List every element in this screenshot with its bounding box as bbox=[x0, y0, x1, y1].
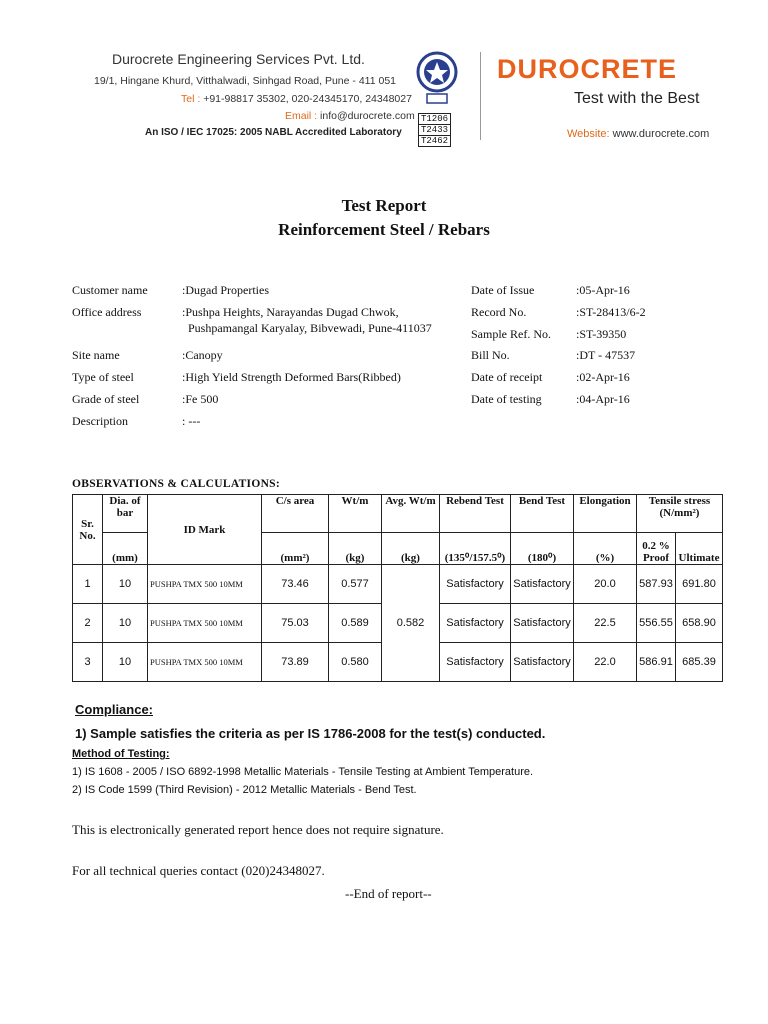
value-site-name: :Canopy bbox=[182, 348, 223, 362]
website-label: Website: bbox=[567, 128, 610, 140]
label-date-of-testing: Date of testing bbox=[471, 392, 542, 406]
compliance-title: Compliance: bbox=[75, 702, 154, 717]
cert-number: T1206 bbox=[419, 114, 451, 125]
label-customer-name: Customer name bbox=[72, 283, 148, 297]
report-title: Test Report bbox=[341, 196, 427, 215]
value-date-of-receipt: :02-Apr-16 bbox=[576, 370, 630, 384]
header-id-mark: ID Mark bbox=[148, 495, 262, 565]
header-sr-no: Sr. No. bbox=[73, 495, 103, 565]
cell-rebend: Satisfactory bbox=[440, 643, 511, 682]
label-date-of-receipt: Date of receipt bbox=[471, 370, 543, 384]
header-bend-test: Bend Test bbox=[511, 495, 574, 533]
label-grade-of-steel: Grade of steel bbox=[72, 392, 140, 406]
value-sample-ref-no: :ST-39350 bbox=[576, 327, 627, 341]
cell-proof: 586.91 bbox=[637, 643, 676, 682]
compliance-statement: 1) Sample satisfies the criteria as per IS 1786-2008 for the test(s) conducted. bbox=[75, 726, 546, 741]
cell-ultimate: 685.39 bbox=[676, 643, 723, 682]
header-bend-unit: (180⁰) bbox=[511, 533, 574, 565]
header-avg-unit: (kg) bbox=[382, 533, 440, 565]
value-customer-name: :Dugad Properties bbox=[182, 283, 269, 297]
cell-sr: 3 bbox=[73, 643, 103, 682]
cell-dia: 10 bbox=[103, 565, 148, 604]
cell-proof: 556.55 bbox=[637, 604, 676, 643]
cell-ultimate: 658.90 bbox=[676, 604, 723, 643]
label-description: Description bbox=[72, 414, 128, 428]
cell-dia: 10 bbox=[103, 604, 148, 643]
email-label: Email : bbox=[285, 110, 318, 122]
cell-bend: Satisfactory bbox=[511, 565, 574, 604]
header-dia-unit: (mm) bbox=[103, 533, 148, 565]
cell-id-mark: PUSHPA TMX 500 10MM bbox=[148, 643, 262, 682]
company-email bbox=[285, 110, 415, 122]
value-bill-no: :DT - 47537 bbox=[576, 348, 636, 362]
header-avg-wtm: Avg. Wt/m bbox=[382, 495, 440, 533]
header-rebend-test: Rebend Test bbox=[440, 495, 511, 533]
cell-sr: 2 bbox=[73, 604, 103, 643]
cell-bend: Satisfactory bbox=[511, 643, 574, 682]
header-tensile: Tensile stress (N/mm²) bbox=[637, 495, 723, 533]
value-description: : --- bbox=[182, 414, 201, 428]
value-office-address: :Pushpa Heights, Narayandas Dugad Chwok, bbox=[182, 305, 399, 319]
cell-area: 73.46 bbox=[262, 565, 329, 604]
header-cs-unit: (mm²) bbox=[262, 533, 329, 565]
label-type-of-steel: Type of steel bbox=[72, 370, 134, 384]
cell-sr: 1 bbox=[73, 565, 103, 604]
report-subtitle: Reinforcement Steel / Rebars bbox=[278, 220, 490, 239]
label-date-of-issue: Date of Issue bbox=[471, 283, 535, 297]
tel-value: +91-98817 35302, 020-24345170, 24348027 bbox=[203, 93, 412, 105]
value-office-address-line2: Pushpamangal Karyalay, Bibvewadi, Pune-411037 bbox=[188, 321, 432, 335]
cell-rebend: Satisfactory bbox=[440, 604, 511, 643]
cell-id-mark: PUSHPA TMX 500 10MM bbox=[148, 565, 262, 604]
website-line bbox=[567, 128, 709, 140]
tel-label: Tel : bbox=[181, 93, 201, 105]
accreditation-line: An ISO / IEC 17025: 2005 NABL Accredited Laboratory bbox=[145, 127, 402, 138]
certificate-numbers bbox=[418, 113, 451, 147]
cell-elong: 22.0 bbox=[574, 643, 637, 682]
cell-wt: 0.580 bbox=[329, 643, 382, 682]
table-row bbox=[73, 565, 723, 604]
header-proof: 0.2 % Proof bbox=[637, 533, 676, 565]
value-date-of-testing: :04-Apr-16 bbox=[576, 392, 630, 406]
cell-elong: 22.5 bbox=[574, 604, 637, 643]
cert-number: T2462 bbox=[419, 136, 451, 147]
cell-dia: 10 bbox=[103, 643, 148, 682]
label-sample-ref-no: Sample Ref. No. bbox=[471, 327, 551, 341]
method-item: 1) IS 1608 - 2005 / ISO 6892-1998 Metallic Materials - Tensile Testing at Ambient Temperature. bbox=[72, 766, 534, 778]
brand-tagline: Test with the Best bbox=[574, 90, 700, 107]
company-telephone bbox=[181, 93, 412, 105]
header-ultimate: Ultimate bbox=[676, 533, 723, 565]
brand-logo: DUROCRETE bbox=[497, 54, 678, 84]
cell-bend: Satisfactory bbox=[511, 604, 574, 643]
cell-avg-wt: 0.582 bbox=[382, 565, 440, 682]
end-of-report: --End of report-- bbox=[345, 886, 432, 901]
value-date-of-issue: :05-Apr-16 bbox=[576, 283, 630, 297]
email-value[interactable]: info@durocrete.com bbox=[320, 110, 415, 122]
header-dia: Dia. of bar bbox=[103, 495, 148, 533]
website-link[interactable]: www.durocrete.com bbox=[612, 128, 710, 140]
header-cs-area: C/s area bbox=[262, 495, 329, 533]
header-divider bbox=[480, 52, 481, 140]
cell-wt: 0.589 bbox=[329, 604, 382, 643]
label-bill-no: Bill No. bbox=[471, 348, 510, 362]
label-office-address: Office address bbox=[72, 305, 142, 319]
header-wtm-unit: (kg) bbox=[329, 533, 382, 565]
company-name: Durocrete Engineering Services Pvt. Ltd. bbox=[112, 51, 365, 67]
signature-note: This is electronically generated report hence does not require signature. bbox=[72, 822, 444, 837]
cell-ultimate: 691.80 bbox=[676, 565, 723, 604]
header-elong-unit: (%) bbox=[574, 533, 637, 565]
label-record-no: Record No. bbox=[471, 305, 527, 319]
header-rebend-unit: (135⁰/157.5⁰) bbox=[440, 533, 511, 565]
cell-proof: 587.93 bbox=[637, 565, 676, 604]
cell-area: 73.89 bbox=[262, 643, 329, 682]
method-title: Method of Testing: bbox=[72, 748, 170, 760]
observations-title: OBSERVATIONS & CALCULATIONS: bbox=[72, 478, 281, 490]
cell-area: 75.03 bbox=[262, 604, 329, 643]
header-elongation: Elongation bbox=[574, 495, 637, 533]
value-type-of-steel: :High Yield Strength Deformed Bars(Ribbed) bbox=[182, 370, 401, 384]
header-wtm: Wt/m bbox=[329, 495, 382, 533]
nabl-seal-icon bbox=[412, 50, 462, 110]
contact-note: For all technical queries contact (020)24348027. bbox=[72, 863, 325, 878]
observations-table bbox=[72, 494, 723, 682]
cert-number: T2433 bbox=[419, 125, 451, 136]
value-grade-of-steel: :Fe 500 bbox=[182, 392, 219, 406]
cell-elong: 20.0 bbox=[574, 565, 637, 604]
company-address: 19/1, Hingane Khurd, Vitthalwadi, Sinhgad Road, Pune - 411 051 bbox=[94, 75, 396, 87]
cell-id-mark: PUSHPA TMX 500 10MM bbox=[148, 604, 262, 643]
value-record-no: :ST-28413/6-2 bbox=[576, 305, 646, 319]
method-item: 2) IS Code 1599 (Third Revision) - 2012 Metallic Materials - Bend Test. bbox=[72, 784, 417, 796]
label-site-name: Site name bbox=[72, 348, 120, 362]
cell-wt: 0.577 bbox=[329, 565, 382, 604]
cell-rebend: Satisfactory bbox=[440, 565, 511, 604]
